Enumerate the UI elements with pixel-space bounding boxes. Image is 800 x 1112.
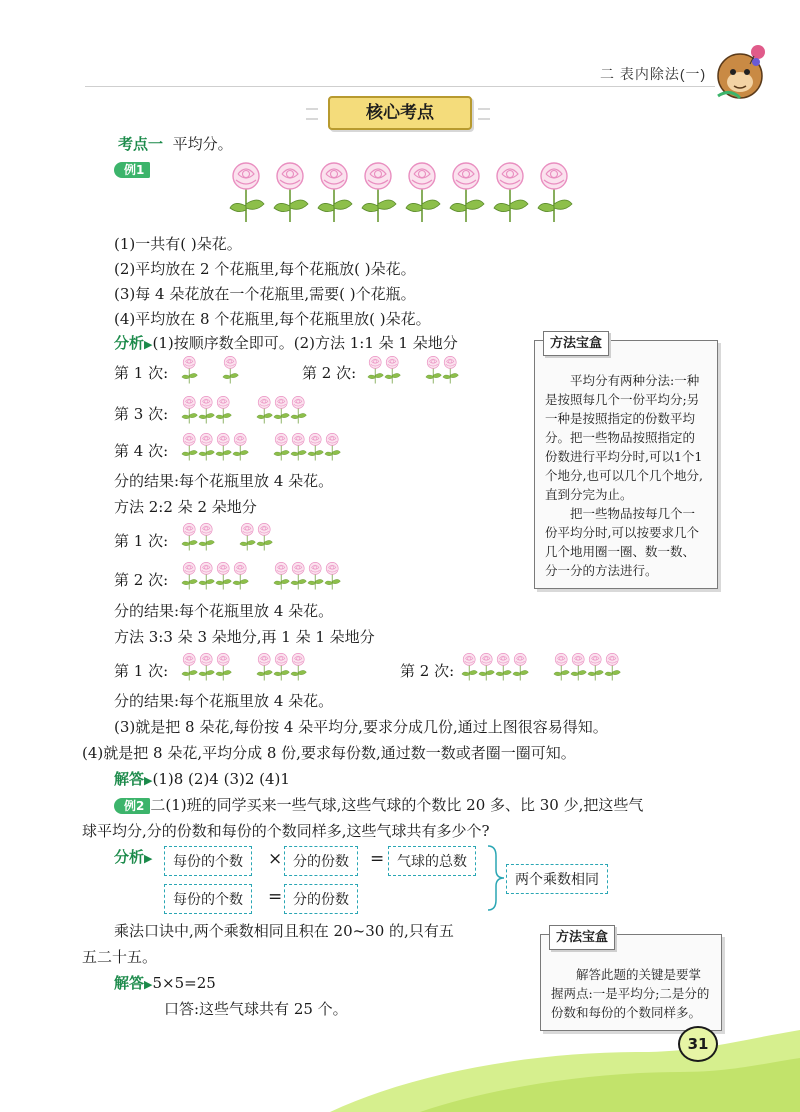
flower-icon bbox=[274, 396, 290, 423]
analysis-1-line bbox=[114, 332, 458, 353]
banner-text: 核心考点 bbox=[366, 103, 434, 123]
m1-round1-label: 第 1 次: bbox=[114, 364, 169, 382]
method-box-1-para-1: 平均分有两种分法:一种是按照每几个一份平均分;另一种是按照指定的份数平均分。把一些物品按照指定的份数进行平均分时,可以1个1个地分,也可以几个几个地分,直到分完为止。 bbox=[545, 373, 703, 502]
answer-1-line bbox=[114, 768, 290, 789]
m3-round1-flowers bbox=[178, 651, 368, 683]
example-2-problem-2: 球平均分,分的份数和每份的个数同样多,这些气球共有多少个? bbox=[82, 822, 490, 840]
flower-icon bbox=[199, 653, 215, 680]
flower-icon bbox=[216, 562, 232, 589]
m1-round4-flowers bbox=[178, 431, 398, 463]
example-2-problem-1: 二(1)班的同学买来一些气球,这些气球的个数比 20 多、比 30 少,把这些气 bbox=[150, 796, 644, 814]
equals-symbol-2: = bbox=[268, 887, 283, 907]
ex2-text-2: 五二十五。 bbox=[82, 948, 158, 966]
key-point-heading bbox=[118, 133, 233, 154]
result-1: 分的结果:每个花瓶里放 4 朵花。 bbox=[114, 472, 334, 490]
flower-icon bbox=[216, 653, 232, 680]
flower-icon bbox=[291, 653, 307, 680]
analysis-1-intro: (1)按顺序数全即可。(2)方法 1:1 朵 1 朵地分 bbox=[152, 334, 458, 352]
flower-icon bbox=[368, 356, 384, 383]
header-rule bbox=[85, 86, 715, 87]
formula-total: 气球的总数 bbox=[388, 846, 476, 876]
flower-icon bbox=[257, 653, 273, 680]
answer-arrow-icon: ▶ bbox=[144, 774, 153, 787]
m2-round2-label: 第 2 次: bbox=[114, 571, 169, 589]
flower-icon bbox=[182, 523, 198, 550]
section-banner bbox=[328, 96, 472, 130]
example-1-tag bbox=[114, 160, 150, 178]
question-1: (1)一共有( )朵花。 bbox=[114, 235, 242, 253]
explain-4: (4)就是把 8 朵花,平均分成 8 份,要求每份数,通过数一数或者圈一圈可知。 bbox=[82, 744, 576, 762]
m1-round2-label: 第 2 次: bbox=[302, 364, 357, 382]
flower-icon bbox=[274, 433, 290, 460]
example-2-line-1 bbox=[114, 794, 643, 815]
flower-icon bbox=[291, 433, 307, 460]
m1-round4-label: 第 4 次: bbox=[114, 442, 169, 460]
m1-round1-flowers bbox=[178, 354, 278, 386]
answer-2-line bbox=[114, 972, 216, 993]
flower-icon bbox=[182, 356, 198, 383]
flower-icon bbox=[233, 433, 249, 460]
flower-icon bbox=[182, 396, 198, 423]
flower-icon bbox=[588, 653, 604, 680]
banner-stripe-left bbox=[306, 108, 318, 120]
flower-icon bbox=[325, 433, 341, 460]
question-2: (2)平均放在 2 个花瓶里,每个花瓶放( )朵花。 bbox=[114, 260, 416, 278]
flower-icon bbox=[291, 562, 307, 589]
explain-3: (3)就是把 8 朵花,每份按 4 朵平均分,要求分成几份,通过上图很容易得知。 bbox=[114, 718, 608, 736]
flower-icon bbox=[199, 433, 215, 460]
flower-icon bbox=[513, 653, 529, 680]
flower-icon bbox=[257, 523, 273, 550]
flower-icon bbox=[291, 396, 307, 423]
flower-icon bbox=[274, 163, 308, 222]
question-3: (3)每 4 朵花放在一个花瓶里,需要( )个花瓶。 bbox=[114, 285, 416, 303]
formula-per-share-1: 每份的个数 bbox=[164, 846, 252, 876]
example-1-tag-text: 例1 bbox=[114, 162, 150, 178]
flower-icon bbox=[462, 653, 478, 680]
formula-shares-2: 分的份数 bbox=[284, 884, 358, 914]
method-box-2 bbox=[540, 930, 722, 1031]
m1-round3-flowers bbox=[178, 394, 358, 426]
m2-round2-flowers bbox=[178, 560, 398, 592]
method-box-2-title: 方法宝盒 bbox=[549, 925, 615, 950]
flower-icon bbox=[450, 163, 484, 222]
flower-icon bbox=[325, 562, 341, 589]
method-3-title: 方法 3:3 朵 3 朵地分,再 1 朵 1 朵地分 bbox=[114, 628, 375, 646]
flower-icon bbox=[182, 562, 198, 589]
flower-icon bbox=[240, 523, 256, 550]
m1-round3-label: 第 3 次: bbox=[114, 405, 169, 423]
m1-round2-flowers bbox=[364, 354, 494, 386]
answer-2-arrow-icon: ▶ bbox=[144, 978, 153, 991]
m3-round2-label: 第 2 次: bbox=[400, 662, 455, 680]
analysis-1-label: 分析 bbox=[114, 334, 145, 352]
page-number: 31 bbox=[678, 1026, 718, 1062]
m2-round1-flowers bbox=[178, 521, 308, 553]
formula-shares-1: 分的份数 bbox=[284, 846, 358, 876]
flower-icon bbox=[274, 562, 290, 589]
equals-symbol-1: = bbox=[370, 849, 385, 869]
flower-icon bbox=[554, 653, 570, 680]
flower-icon bbox=[426, 356, 442, 383]
result-2: 分的结果:每个花瓶里放 4 朵花。 bbox=[114, 602, 334, 620]
answer-2-label: 解答 bbox=[114, 974, 145, 992]
flower-icon bbox=[274, 653, 290, 680]
answer-2-calc: 5×5=25 bbox=[152, 974, 216, 992]
times-symbol: × bbox=[268, 849, 283, 869]
method-box-2-para-1: 解答此题的关键是要掌握两点:一是平均分;二是分的份数和每份的个数同样多。 bbox=[551, 967, 710, 1020]
flower-icon bbox=[182, 433, 198, 460]
flower-icon bbox=[199, 523, 215, 550]
answer-2-reply: 口答:这些气球共有 25 个。 bbox=[164, 1000, 348, 1018]
flower-icon bbox=[443, 356, 459, 383]
flower-icon bbox=[385, 356, 401, 383]
flower-icon bbox=[605, 653, 621, 680]
method-2-title: 方法 2:2 朵 2 朵地分 bbox=[114, 498, 257, 516]
flower-icon bbox=[199, 396, 215, 423]
flower-icon bbox=[494, 163, 528, 222]
analysis-2-label-wrap bbox=[114, 846, 152, 867]
flower-icon bbox=[199, 562, 215, 589]
flower-icon bbox=[479, 653, 495, 680]
flower-icon bbox=[538, 163, 572, 222]
flower-icon bbox=[223, 356, 239, 383]
flower-icon bbox=[216, 433, 232, 460]
answer-1-text: (1)8 (2)4 (3)2 (4)1 bbox=[152, 770, 290, 788]
example-1-questions bbox=[114, 232, 431, 332]
flower-icon bbox=[216, 396, 232, 423]
flower-icon bbox=[362, 163, 396, 222]
analysis-2-arrow-icon: ▶ bbox=[144, 852, 153, 865]
flower-icon bbox=[571, 653, 587, 680]
flower-icon bbox=[257, 396, 273, 423]
flower-icon bbox=[182, 653, 198, 680]
flower-icon bbox=[496, 653, 512, 680]
banner-stripe-right bbox=[478, 108, 490, 120]
flower-row-eight bbox=[222, 158, 582, 226]
analysis-2-label: 分析 bbox=[114, 848, 145, 866]
method-box-1-para-2: 把一些物品按每几个一份平均分时,可以按要求几个几个地用圈一圈、数一数、分一分的方法进行。 bbox=[545, 506, 699, 578]
m3-round1-label: 第 1 次: bbox=[114, 662, 169, 680]
result-3: 分的结果:每个花瓶里放 4 朵花。 bbox=[114, 692, 334, 710]
example-2-tag: 例2 bbox=[114, 798, 150, 814]
answer-1-label: 解答 bbox=[114, 770, 145, 788]
chapter-title: 二 表内除法(一) bbox=[600, 66, 707, 82]
method-box-1-title: 方法宝盒 bbox=[543, 331, 609, 356]
analysis-arrow-icon: ▶ bbox=[144, 338, 153, 351]
monkey-mascot-icon bbox=[710, 40, 770, 104]
ex2-text-1: 乘法口诀中,两个乘数相同且积在 20~30 的,只有五 bbox=[114, 922, 454, 940]
question-4: (4)平均放在 8 个花瓶里,每个花瓶里放( )朵花。 bbox=[114, 310, 431, 328]
flower-icon bbox=[308, 562, 324, 589]
m3-round2-flowers bbox=[458, 651, 678, 683]
key-point-label: 考点一 bbox=[118, 135, 164, 153]
m2-round1-label: 第 1 次: bbox=[114, 532, 169, 550]
formula-per-share-2: 每份的个数 bbox=[164, 884, 252, 914]
flower-icon bbox=[233, 562, 249, 589]
brace-note: 两个乘数相同 bbox=[506, 864, 608, 894]
flower-icon bbox=[318, 163, 352, 222]
flower-icon bbox=[308, 433, 324, 460]
brace-icon bbox=[484, 842, 508, 914]
key-point-title: 平均分。 bbox=[172, 135, 233, 153]
flower-icon bbox=[406, 163, 440, 222]
method-box-1 bbox=[534, 336, 718, 589]
flower-icon bbox=[230, 163, 264, 222]
